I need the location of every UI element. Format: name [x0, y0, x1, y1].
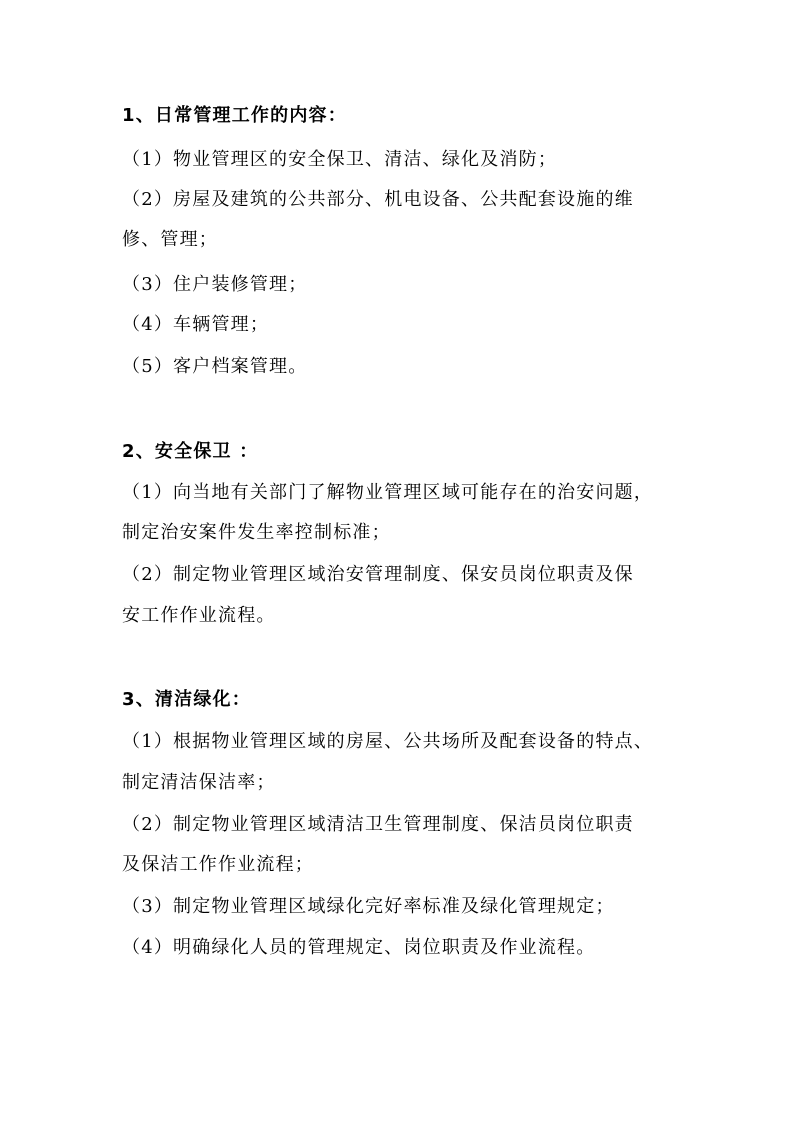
section-2-line-4: 安工作作业流程。	[122, 605, 276, 626]
section-1-line-2: （2）房屋及建筑的公共部分、机电设备、公共配套设施的维	[122, 189, 634, 210]
section-3-line-4: 及保洁工作作业流程；	[122, 854, 314, 875]
section-3-line-1: （1）根据物业管理区域的房屋、公共场所及配套设备的特点、	[122, 731, 654, 752]
section-1-line-1: （1）物业管理区的安全保卫、清洁、绿化及消防；	[122, 149, 558, 170]
section-1-line-3: 修、管理；	[122, 229, 218, 250]
section-2-line-3: （2）制定物业管理区域治安管理制度、保安员岗位职责及保	[122, 564, 634, 585]
section-1-line-5: （4）车辆管理；	[122, 314, 270, 335]
section-3-heading: 3、清洁绿化：	[122, 689, 251, 710]
section-1-heading: 1、日常管理工作的内容：	[122, 105, 347, 126]
section-3-line-5: （3）制定物业管理区域绿化完好率标准及绿化管理规定；	[122, 896, 615, 917]
section-3-line-2: 制定清洁保洁率；	[122, 772, 276, 793]
section-2-line-1: （1）向当地有关部门了解物业管理区域可能存在的治安问题，	[122, 482, 654, 503]
section-1-line-6: （5）客户档案管理。	[122, 356, 308, 377]
section-3-line-3: （2）制定物业管理区域清洁卫生管理制度、保洁员岗位职责	[122, 814, 634, 835]
section-3-line-6: （4）明确绿化人员的管理规定、岗位职责及作业流程。	[122, 937, 596, 958]
section-2-line-2: 制定治安案件发生率控制标准；	[122, 522, 391, 543]
section-2-heading: 2、安全保卫 ：	[122, 441, 259, 462]
section-1-line-4: （3）住户装修管理；	[122, 274, 308, 295]
